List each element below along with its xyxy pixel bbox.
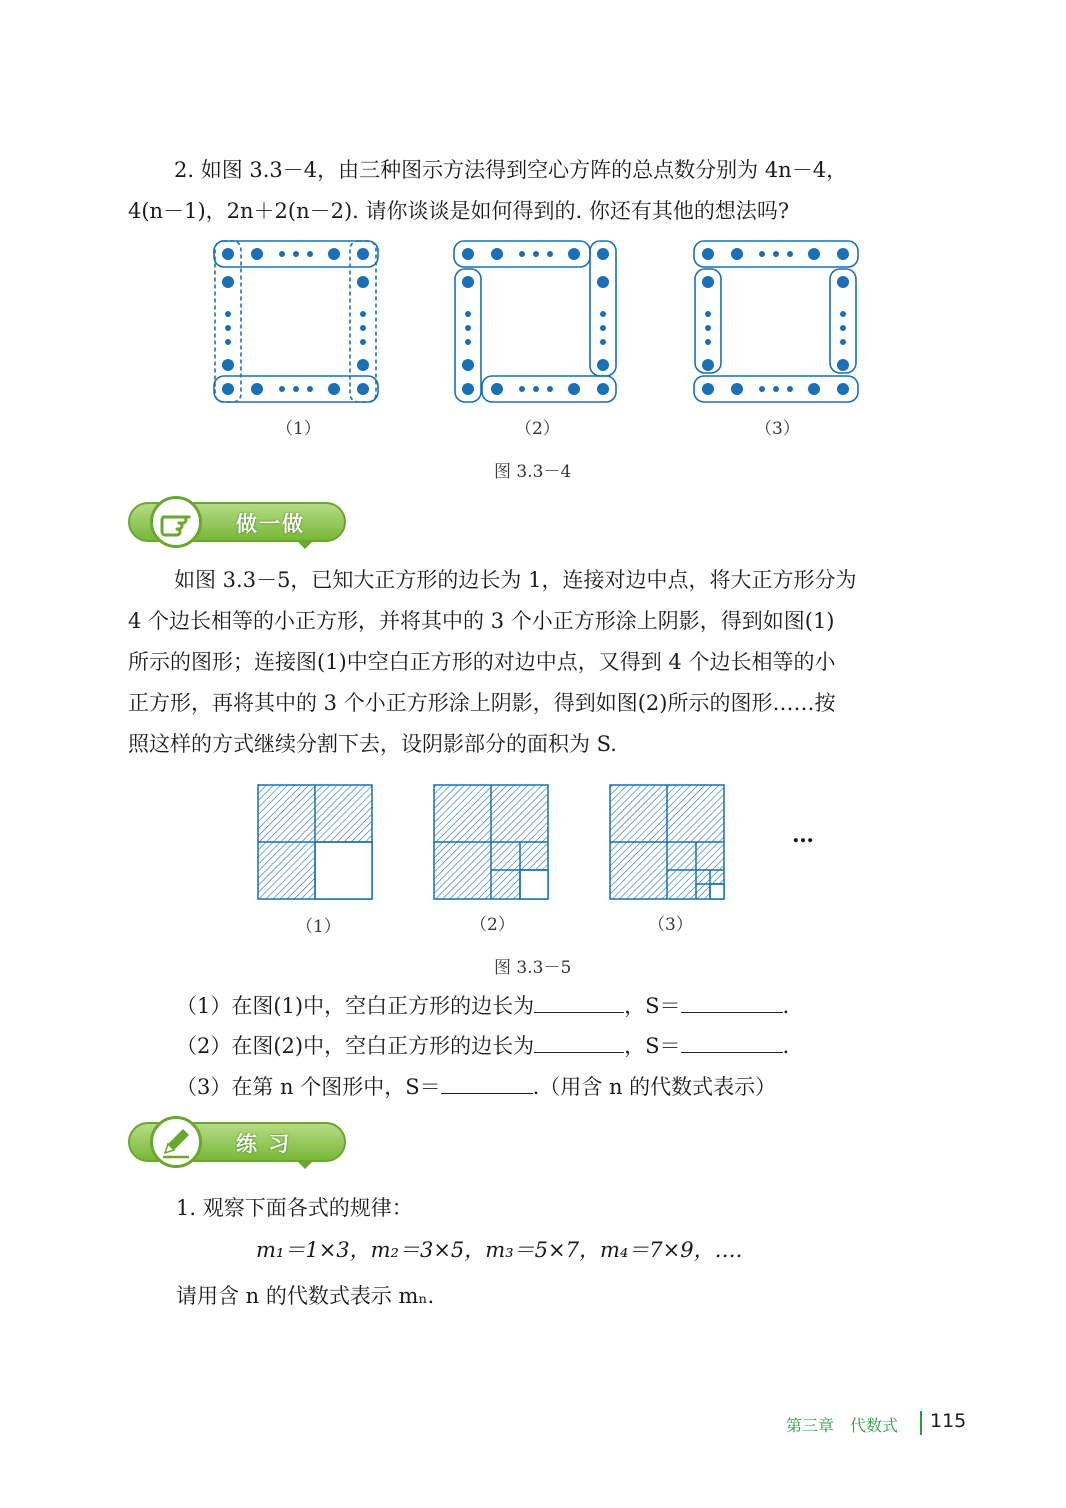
do-it-line-5: 照这样的方式继续分割下去，设阴影部分的面积为 S. bbox=[128, 732, 617, 756]
do-it-line-3: 所示的图形；连接图(1)中空白正方形的对边中点，又得到 4 个边长相等的小 bbox=[128, 650, 836, 674]
practice-ask: 请用含 n 的代数式表示 mₙ. bbox=[176, 1284, 435, 1308]
fig-335-caption: 图 3.3－5 bbox=[494, 958, 572, 978]
do-it-line-4: 正方形，再将其中的 3 个小正方形涂上阴影，得到如图(2)所示的图形……按 bbox=[128, 691, 836, 715]
dot-square-2 bbox=[462, 248, 609, 395]
fig-335-label-2: （2） bbox=[470, 915, 515, 935]
chapter-title: 第三章 代数式 bbox=[786, 1416, 899, 1435]
fig-334-label-3: （3） bbox=[755, 419, 800, 439]
fig-334-caption: 图 3.3－4 bbox=[494, 462, 572, 482]
footer-divider bbox=[920, 1411, 922, 1435]
answer-blank-q2-area[interactable] bbox=[681, 1028, 783, 1053]
dot-square-3 bbox=[702, 248, 849, 395]
question-3: （3）在第 n 个图形中，S＝ .（用含 n 的代数式表示） bbox=[176, 1067, 776, 1107]
practice-banner bbox=[128, 1122, 350, 1168]
page-number: 115 bbox=[930, 1410, 967, 1432]
fig-334-label-1: （1） bbox=[276, 419, 321, 439]
answer-blank-q1-area[interactable] bbox=[681, 988, 783, 1013]
answer-blank-q3-area[interactable] bbox=[441, 1069, 533, 1094]
do-it-line-1: 如图 3.3－5，已知大正方形的边长为 1，连接对边中点，将大正方形分为 bbox=[174, 568, 857, 592]
answer-blank-q1-side[interactable] bbox=[534, 988, 624, 1013]
problem-2-line-1: 2. 如图 3.3－4，由三种图示方法得到空心方阵的总点数分别为 4n－4， bbox=[174, 158, 848, 182]
question-2: （2）在图(2)中，空白正方形的边长为 ，S＝ . bbox=[176, 1026, 789, 1066]
pencil-icon bbox=[150, 1116, 202, 1168]
figure-3-3-4 bbox=[200, 232, 880, 412]
do-it-banner bbox=[128, 502, 350, 548]
fig-335-label-1: （1） bbox=[296, 917, 341, 937]
fig-334-label-2: （2） bbox=[515, 419, 560, 439]
do-it-label: 做一做 bbox=[236, 512, 305, 536]
banner-tail-icon bbox=[298, 542, 312, 550]
pointing-hand-icon bbox=[150, 496, 202, 548]
fig-335-ellipsis: … bbox=[792, 822, 814, 848]
practice-item-1: 1. 观察下面各式的规律： bbox=[176, 1196, 413, 1220]
practice-label: 练 习 bbox=[236, 1132, 292, 1156]
dot-square-1 bbox=[222, 248, 369, 395]
fig-335-label-3: （3） bbox=[648, 915, 693, 935]
shaded-square-2 bbox=[434, 785, 548, 899]
shaded-square-1 bbox=[258, 785, 372, 899]
problem-2-text bbox=[128, 150, 928, 232]
answer-blank-q2-side[interactable] bbox=[534, 1028, 624, 1053]
do-it-line-2: 4 个边长相等的小正方形，并将其中的 3 个小正方形涂上阴影，得到如图(1) bbox=[128, 609, 835, 633]
shaded-square-3 bbox=[610, 785, 724, 899]
banner-tail-icon bbox=[298, 1162, 312, 1170]
practice-formula: m₁＝1×3，m₂＝3×5，m₃＝5×7，m₄＝7×9，…. bbox=[256, 1238, 743, 1262]
question-1: （1）在图(1)中，空白正方形的边长为 ，S＝ . bbox=[176, 986, 789, 1026]
do-it-text bbox=[128, 560, 928, 765]
problem-2-line-2: 4(n－1)，2n＋2(n－2). 请你谈谈是如何得到的. 你还有其他的想法吗? bbox=[128, 199, 790, 223]
figure-3-3-5 bbox=[250, 780, 830, 910]
